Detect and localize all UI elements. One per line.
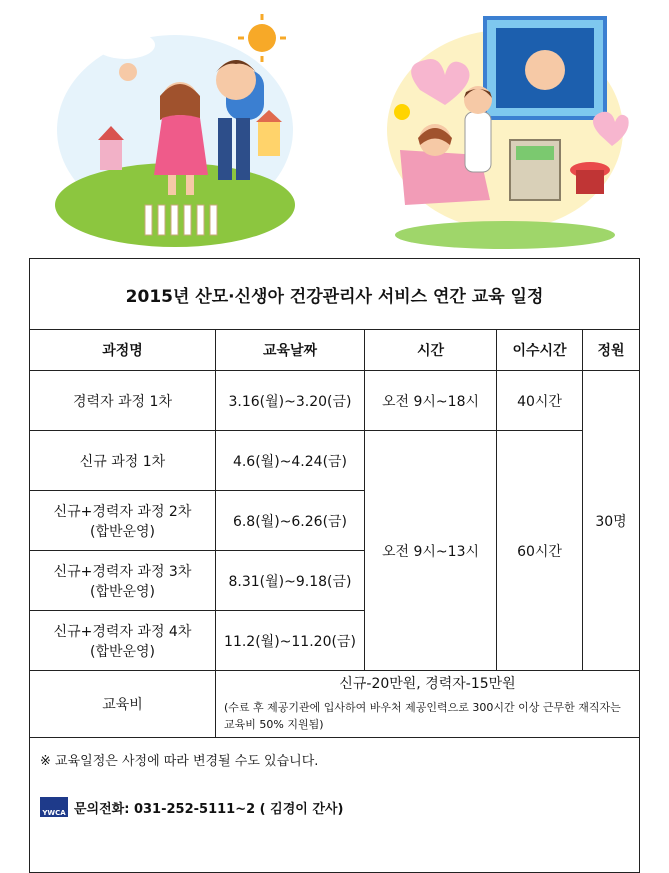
fee-amount: 신규-20만원, 경력자-15만원 — [339, 676, 516, 692]
schedule-table — [29, 258, 640, 873]
fee-row — [30, 671, 640, 738]
footer-cell — [30, 738, 640, 873]
schedule-notice: ※ 교육일정은 사정에 따라 변경될 수도 있습니다. — [40, 754, 319, 769]
course-name: 신규 과정 1차 — [30, 431, 216, 491]
header-course: 과정명 — [30, 330, 216, 371]
course-date: 8.31(월)~9.18(금) — [216, 551, 365, 611]
course-date: 3.16(월)~3.20(금) — [216, 371, 365, 431]
contact-line — [40, 797, 629, 817]
fee-cell — [216, 671, 640, 738]
fee-note: (수료 후 제공기관에 입사하여 바우처 제공인력으로 300시간 이상 근무한 재직자는 교육비 50% 지원됨) — [224, 701, 621, 731]
header-hours: 이수시간 — [497, 330, 583, 371]
header-date: 교육날짜 — [216, 330, 365, 371]
contact-phone: 문의전화: 031-252-5111~2 ( 김경이 간사) — [74, 801, 344, 817]
schedule-title: 2015년 산모·신생아 건강관리사 서비스 연간 교육 일정 — [30, 259, 640, 330]
course-name: 신규+경력자 과정 2차 (합반운영) — [30, 491, 216, 551]
mother-nurse-illustration — [380, 0, 630, 250]
course-date: 11.2(월)~11.20(금) — [216, 611, 365, 671]
table-row — [30, 431, 640, 491]
course-name: 경력자 과정 1차 — [30, 371, 216, 431]
course-name: 신규+경력자 과정 3차 (합반운영) — [30, 551, 216, 611]
ywca-logo-icon: YWCA — [40, 797, 68, 817]
course-hours: 60시간 — [497, 431, 583, 671]
course-hours: 40시간 — [497, 371, 583, 431]
header-capacity: 정원 — [583, 330, 640, 371]
header-time: 시간 — [365, 330, 497, 371]
course-date: 6.8(월)~6.26(금) — [216, 491, 365, 551]
course-time: 오전 9시~13시 — [365, 431, 497, 671]
table-row — [30, 371, 640, 431]
capacity-cell: 30명 — [583, 371, 640, 671]
course-date: 4.6(월)~4.24(금) — [216, 431, 365, 491]
couple-illustration — [50, 0, 300, 250]
course-name: 신규+경력자 과정 4차 (합반운영) — [30, 611, 216, 671]
course-time: 오전 9시~18시 — [365, 371, 497, 431]
fee-label: 교육비 — [30, 671, 216, 738]
